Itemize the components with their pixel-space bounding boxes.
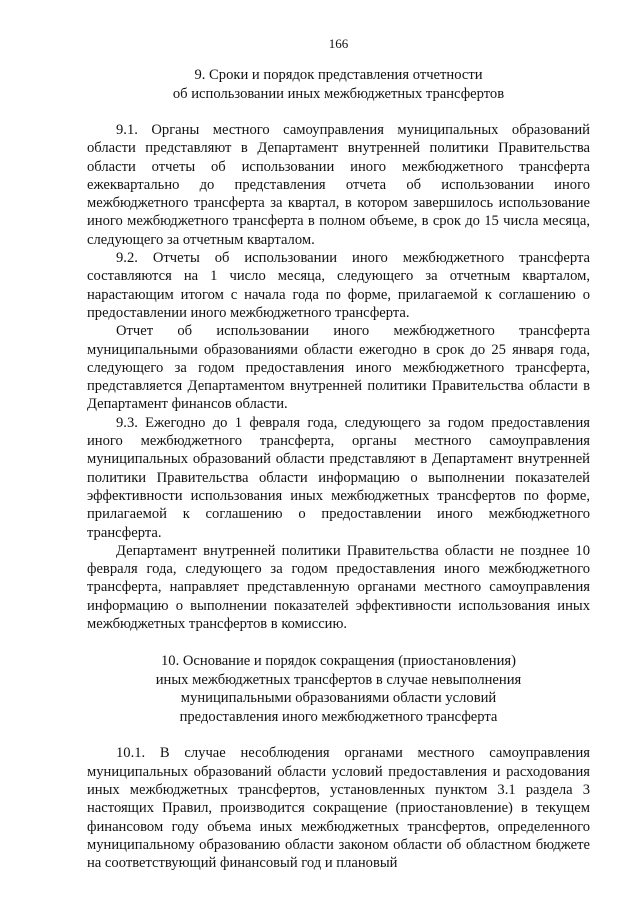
paragraph-9-1: 9.1. Органы местного самоуправления муниципальных образований области представляют в Департамент внутренней политики Правительства области отчеты об использовании иного межбюджетного трансферта ежеквартально до представления отчета об использовании иного межбюджетного трансферта за квартал, в котором завершилось использование иного межбюджетного трансферта в полном объеме, в срок до 15 числа месяца, следующего за отчетным кварталом. — [87, 122, 590, 248]
paragraph-10-1: 10.1. В случае несоблюдения органами местного самоуправления муниципальных образований области условий предоставления и расходования иных межбюджетных трансфертов, установленных пунктом 3.1 раздела 3 настоящих Правил, производится сокращение (приостановление) в текущем финансовом году объема иных межбюджетных трансфертов, определенного муниципальному образованию области законом области об областном бюджете на соответствующий финансовый год и плановый — [87, 745, 590, 872]
section-9-title — [87, 66, 590, 103]
section-10-title-line: иных межбюджетных трансфертов в случае невыполнения — [155, 671, 522, 688]
paragraph-9-2: 9.2. Отчеты об использовании иного межбюджетного трансферта составляются на 1 число месяца, следующего за отчетным кварталом, нарастающим итогом с начала года по форме, прилагаемой к соглашению о предоставлении иного межбюджетного трансферта. — [87, 250, 590, 321]
paragraph-9-3-department: Департамент внутренней политики Правительства области не позднее 10 февраля года, следующего за годом предоставления иного межбюджетного трансферта, направляет представленную органами местного самоуправления информацию о выполнении показателей эффективности использования иных межбюджетных трансфертов в комиссию. — [87, 542, 590, 633]
section-9-title-line: об использовании иных межбюджетных трансфертов — [172, 85, 505, 102]
section-10-title-line: предоставления иного межбюджетного трансферта — [179, 708, 498, 725]
section-10-title — [87, 652, 590, 726]
section-9-title-line: 9. Сроки и порядок представления отчетности — [194, 67, 483, 83]
section-10-title-line: 10. Основание и порядок сокращения (приостановления) — [160, 653, 516, 670]
document-page — [87, 36, 590, 872]
paragraph-9-2-report: Отчет об использовании иного межбюджетного трансферта муниципальными образованиями области ежегодно в срок до 25 января года, следующего за годом предоставления иного межбюджетного трансферта, представляется Департаментом внутренней политики Правительства области в Департамент финансов области. — [87, 323, 590, 413]
page-number: 166 — [328, 36, 349, 51]
paragraph-9-3: 9.3. Ежегодно до 1 февраля года, следующего за годом предоставления иного межбюджетного трансферта, органы местного самоуправления муниципальных образований области представляют в Департамент внутренней политики Правительства области информацию о выполнении показателей эффективности использования иных межбюджетных трансфертов по форме, прилагаемой к соглашению о предоставлении иного межбюджетного трансферта. — [87, 414, 590, 541]
section-10-title-line: муниципальными образованиями области условий — [180, 690, 497, 707]
